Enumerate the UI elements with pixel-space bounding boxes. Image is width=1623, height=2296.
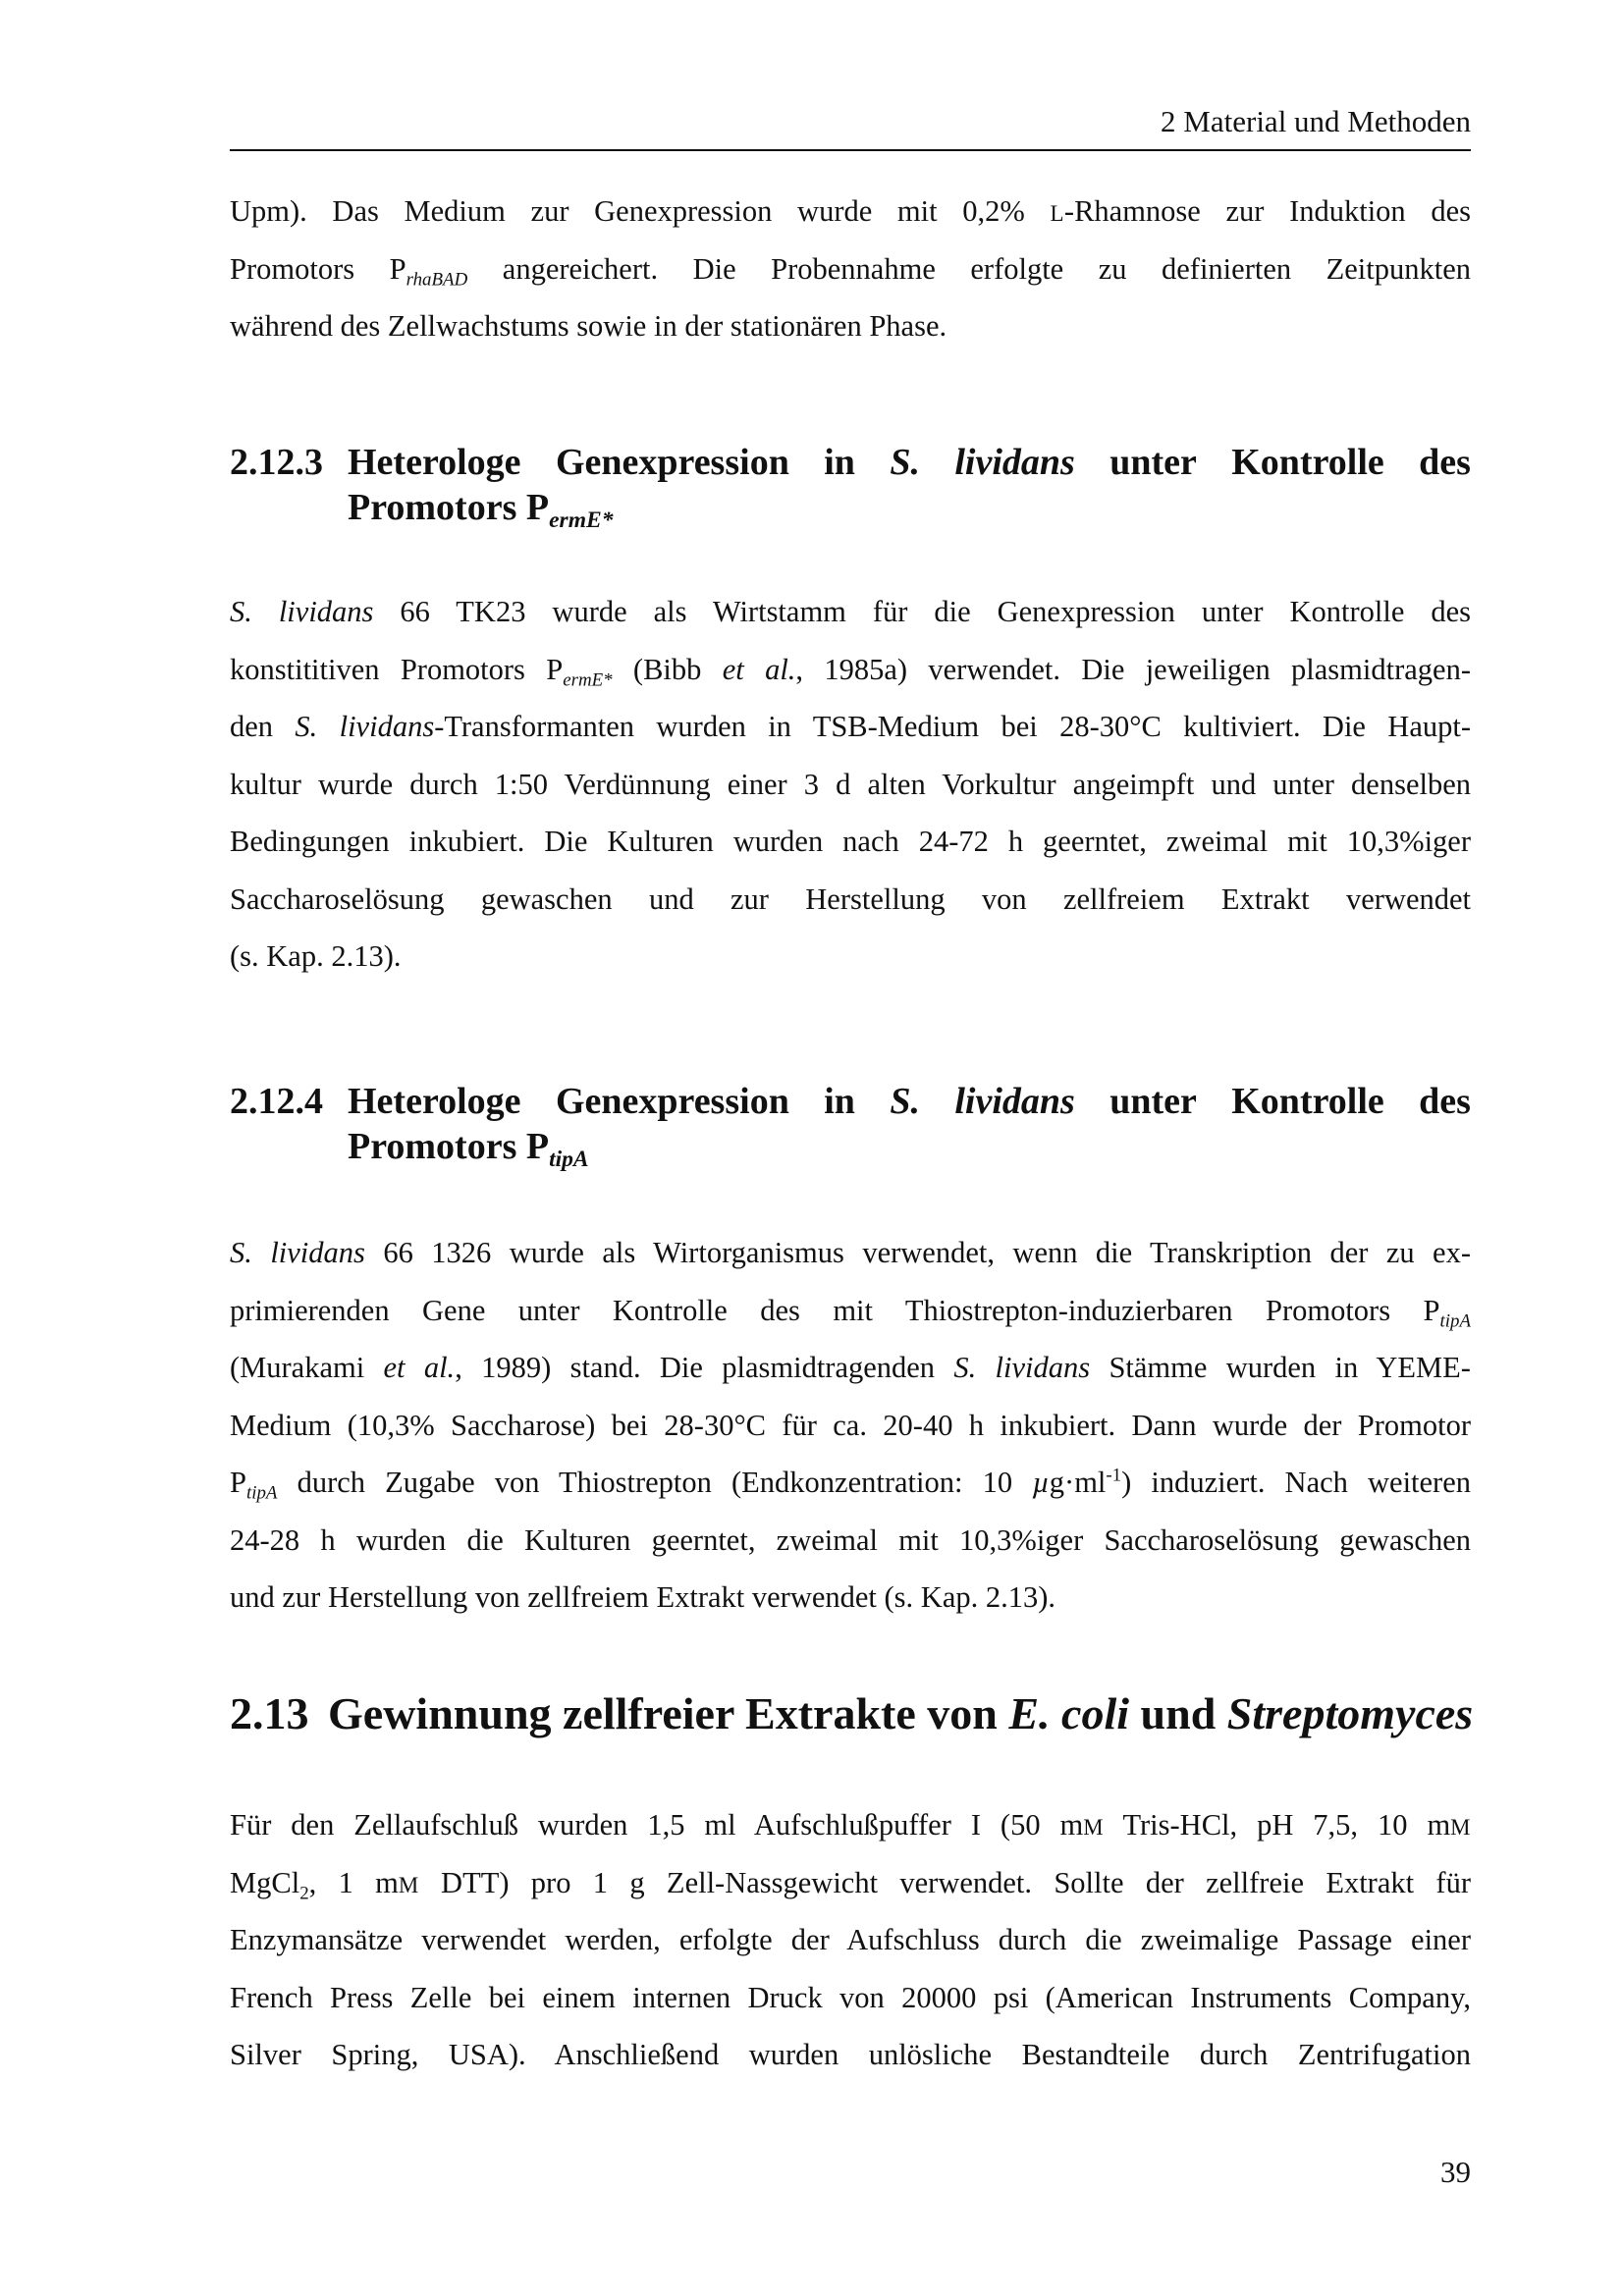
text-line: konstititiven Promotors $P_{ermE*}$ (Bibb et al., 1985a) verwendet. Die jeweiligen plasmidtragen- [230,652,1471,691]
text-line: Silver Spring, USA). Anschließend wurden unlösliche Bestandteile durch Zentrifugation [230,2038,1471,2071]
text-line: den S. lividans-Transformanten wurden in TSB-Medium bei 28-30°C kultiviert. Die Haupt- [230,710,1471,743]
text-line: und zur Herstellung von zellfreiem Extrakt verwendet (s. Kap. 2.13). [230,1580,1056,1614]
text-line: Für den Zellaufschluß wurden 1,5 ml Aufschlußpuffer I (50 mM Tris-HCl, pH 7,5, 10 mM [230,1808,1471,1842]
paragraph-2-12-3 [230,583,1471,986]
text-line: Promotors $P_{rhaBAD}$ angereichert. Die Probennahme erfolgte zu definierten Zeitpunkten [230,251,1471,291]
text-line: Medium (10,3% Saccharose) bei 28-30°C für ca. 20-40 h inkubiert. Dann wurde der Promotor [230,1408,1471,1442]
page-number: 39 [1440,2155,1471,2189]
text-line: Enzymansätze verwendet werden, erfolgte der Aufschluss durch die zweimalige Passage einer [230,1923,1471,1956]
text-line: 24-28 h wurden die Kulturen geerntet, zweimal mit 10,3%iger Saccharoselösung gewaschen [230,1522,1471,1557]
text-line: Upm). Das Medium zur Genexpression wurde mit 0,2% L-Rhamnose zur Induktion des [230,194,1471,228]
text-line: Saccharoselösung gewaschen und zur Herstellung von zellfreiem Extrakt verwendet [230,881,1471,916]
text-line: (s. Kap. 2.13). [230,939,402,973]
text-line: (Murakami et al., 1989) stand. Die plasmidtragenden S. lividans Stämme wurden in YEME- [230,1351,1471,1384]
text-line: Bedingungen inkubiert. Die Kulturen wurden nach 24-72 h geerntet, zweimal mit 10,3%iger [230,825,1471,858]
paragraph-continuation [230,183,1471,355]
text-line: MgCl$_2$, 1 mM DTT) pro 1 g Zell-Nassgewicht verwendet. Sollte der zellfreie Extrakt für [230,1865,1471,1904]
text-line: French Press Zelle bei einem internen Druck von 20000 psi (American Instruments Company, [230,1980,1471,2014]
section-heading-2-12-3: 2.12.3 Heterologe Genexpression in S. lividans unter Kontrolle des Promotors $P_{ermE*}$ [230,442,1471,534]
text-line: während des Zellwachstums sowie in der stationären Phase. [230,309,947,343]
text-line: primierenden Gene unter Kontrolle des mit Thiostrepton-induzierbaren Promotors $P_{tipA}$ [230,1293,1471,1332]
section-heading-2-13: 2.13 Gewinnung zellfreier Extrakte von E. coli und Streptomyces [230,1688,1474,1738]
running-header: 2 Material und Methoden [230,102,1471,151]
text-line: kultur wurde durch 1:50 Verdünnung einer 3 d alten Vorkultur angeimpft und unter denselben [230,767,1471,801]
paragraph-2-13 [230,1796,1471,2084]
text-line: S. lividans 66 1326 wurde als Wirtorganismus verwendet, wenn die Transkription der zu ex- [230,1236,1471,1269]
section-heading-2-12-4: 2.12.4 Heterologe Genexpression in S. lividans unter Kontrolle des Promotors $P_{tipA}$ [230,1081,1471,1173]
text-line: S. lividans 66 TK23 wurde als Wirtstamm für die Genexpression unter Kontrolle des [230,595,1471,628]
text-line: $P_{tipA}$ durch Zugabe von Thiostrepton (Endkonzentration: 10 $\mu g\cdot ml^{-1}$) induziert. Nach weiteren [230,1465,1472,1504]
paragraph-2-12-4 [230,1224,1471,1627]
